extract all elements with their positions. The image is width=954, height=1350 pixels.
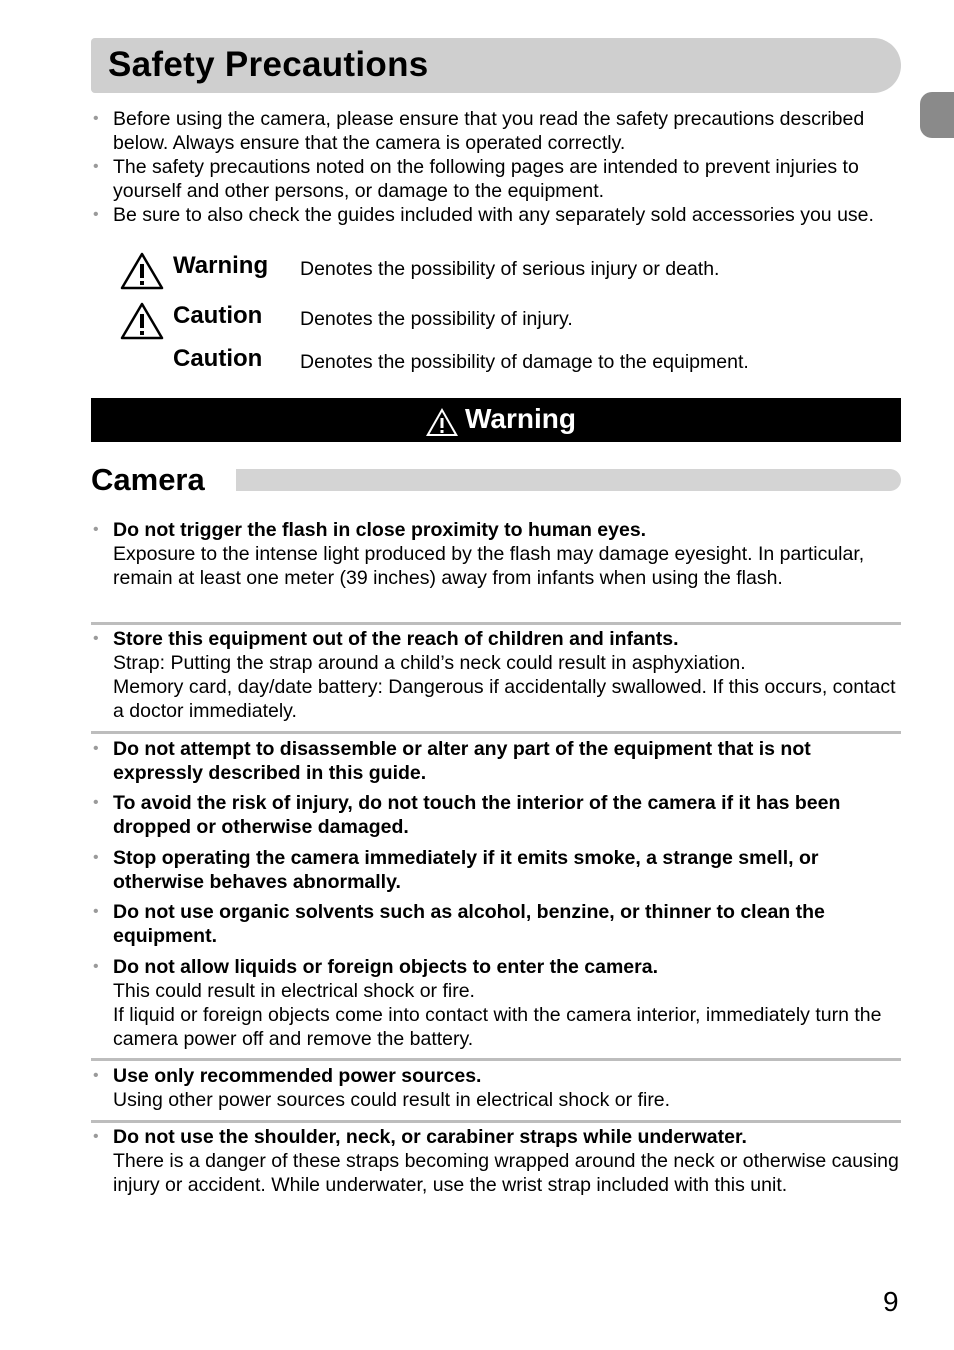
bullet-icon: • <box>93 110 99 127</box>
bullet-icon: • <box>93 958 99 975</box>
legend-caution-equipment <box>120 345 840 385</box>
legend-desc: Denotes the possibility of serious injury or death. <box>300 258 720 280</box>
list-item: • Do not use the shoulder, neck, or carabiner straps while underwater. There is a danger of these straps becoming wrapped around the neck or otherwise causing injury or accident. While underwater, use the wrist strap included with this unit. <box>93 1126 899 1196</box>
bullet-icon: • <box>93 740 99 757</box>
list-item: • Do not allow liquids or foreign objects to enter the camera. This could result in electrical shock or fire. If liquid or foreign objects come into contact with the camera interior, immediately turn the camera power off and remove the battery. <box>93 956 882 1050</box>
list-item: • Stop operating the camera immediately if it emits smoke, a strange smell, or otherwise behaves abnormally. <box>93 847 819 893</box>
list-item: • Store this equipment out of the reach of children and infants. Strap: Putting the strap around a child’s neck could result in asphyxiation. Memory card, day/date battery: Dangerous if accidentally swallowed. If this occurs, contact a doctor immediately. <box>93 628 896 722</box>
bullet-icon: • <box>93 206 99 223</box>
legend-warning <box>120 252 840 292</box>
intro-item: • The safety precautions noted on the following pages are intended to prevent injuries to yourself and other persons, or damage to the equipment. <box>93 156 859 202</box>
warning-banner <box>91 398 901 442</box>
bullet-icon: • <box>93 630 99 647</box>
page-title: Safety Precautions <box>108 45 429 84</box>
section-rule <box>236 469 901 491</box>
legend-caution <box>120 302 840 342</box>
chapter-tab <box>920 92 954 138</box>
legend-desc: Denotes the possibility of injury. <box>300 308 573 330</box>
bullet-icon: • <box>93 794 99 811</box>
list-item: • Do not attempt to disassemble or alter any part of the equipment that is not expressly described in this guide. <box>93 738 811 784</box>
intro-item: • Before using the camera, please ensure that you read the safety precautions described below. Always ensure that the camera is operated correctly. <box>93 108 865 154</box>
legend-desc: Denotes the possibility of damage to the equipment. <box>300 351 749 373</box>
warning-banner-label: Warning <box>465 403 576 434</box>
divider <box>91 622 901 625</box>
divider <box>91 1120 901 1123</box>
bullet-icon: • <box>93 521 99 538</box>
list-item: • To avoid the risk of injury, do not touch the interior of the camera if it has been dropped or otherwise damaged. <box>93 792 841 838</box>
legend-term: Warning <box>173 252 269 279</box>
page-number: 9 <box>883 1286 899 1317</box>
bullet-icon: • <box>93 1067 99 1084</box>
divider <box>91 1058 901 1061</box>
intro-item: • Be sure to also check the guides included with any separately sold accessories you use. <box>93 204 874 226</box>
warning-triangle-icon <box>120 252 164 290</box>
legend-term: Caution <box>173 302 263 329</box>
legend-term: Caution <box>173 345 263 372</box>
title-bar <box>91 38 901 93</box>
section-heading: Camera <box>91 462 205 497</box>
bullet-icon: • <box>93 158 99 175</box>
warning-triangle-icon <box>120 302 164 340</box>
bullet-icon: • <box>93 903 99 920</box>
list-item: • Do not use organic solvents such as alcohol, benzine, or thinner to clean the equipment. <box>93 901 825 947</box>
bullet-icon: • <box>93 1128 99 1145</box>
divider <box>91 731 901 734</box>
warning-triangle-icon <box>425 407 459 437</box>
list-item: • Do not trigger the flash in close proximity to human eyes. Exposure to the intense light produced by the flash may damage eyesight. In particular, remain at least one meter (39 inches) away from infants when using the flash. <box>93 519 865 589</box>
bullet-icon: • <box>93 849 99 866</box>
intro-list <box>91 107 911 227</box>
list-item: • Use only recommended power sources. Using other power sources could result in electrical shock or fire. <box>93 1065 671 1111</box>
